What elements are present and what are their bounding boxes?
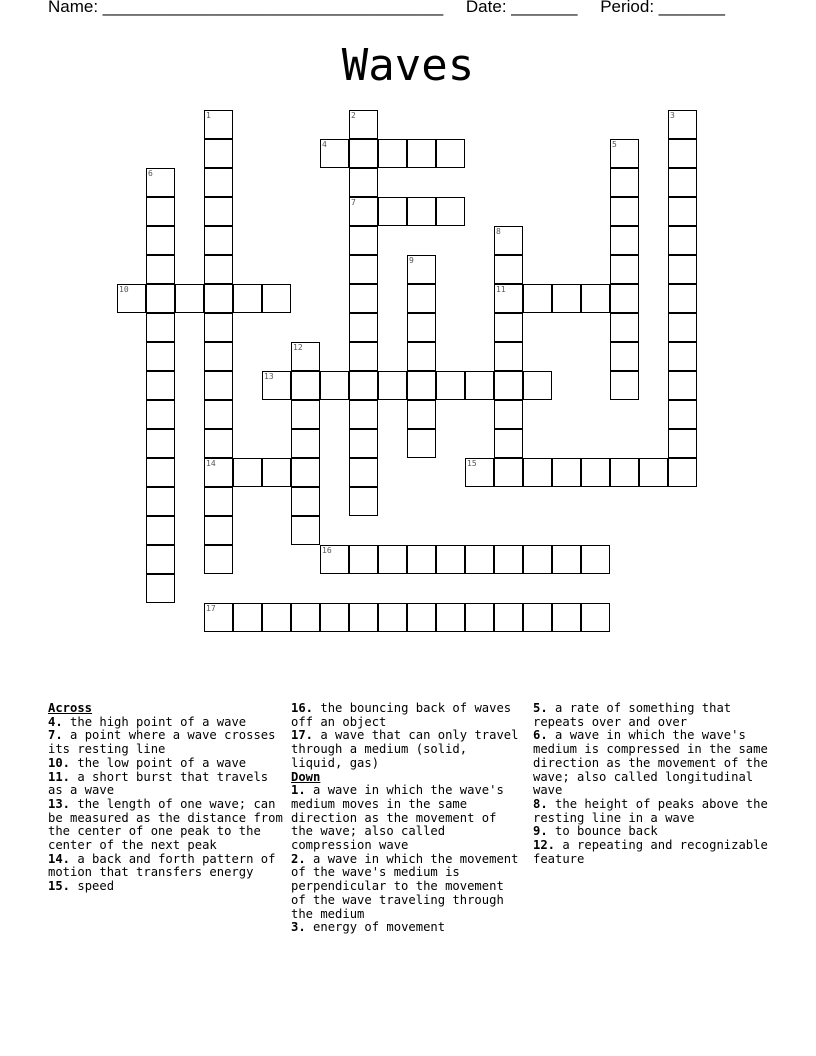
across-clue: [48, 798, 284, 853]
clue-number: 15.: [48, 879, 71, 894]
crossword-cell[interactable]: [407, 284, 436, 313]
crossword-cell[interactable]: [668, 313, 697, 342]
crossword-cell[interactable]: [349, 603, 378, 632]
clue-text: a wave in which the movement of the wave's medium is perpendicular to the movement of the wave traveling through the medium: [291, 851, 519, 921]
crossword-cell[interactable]: [378, 603, 407, 632]
crossword-cell[interactable]: [320, 603, 349, 632]
crossword-cell[interactable]: [146, 400, 175, 429]
clue-number: 11.: [48, 769, 71, 784]
crossword-cell[interactable]: [552, 284, 581, 313]
name-field[interactable]: Name: ____________________________________: [48, 0, 444, 16]
crossword-cell[interactable]: [349, 545, 378, 574]
across-clue: [48, 853, 284, 880]
crossword-cell[interactable]: [494, 342, 523, 371]
crossword-cell[interactable]: [204, 226, 233, 255]
crossword-cell[interactable]: [610, 197, 639, 226]
cell-number-label: 9: [409, 256, 414, 265]
clue-text: a point where a wave crosses its resting line: [48, 728, 276, 757]
clues-column-1: [48, 702, 284, 894]
clue-number: 7.: [48, 728, 63, 743]
across-clue: [48, 771, 284, 798]
crossword-cell[interactable]: [233, 284, 262, 313]
crossword-cell[interactable]: [204, 545, 233, 574]
cell-number-label: 1: [206, 111, 211, 120]
clue-text: the bouncing back of waves off an object: [291, 701, 512, 729]
cell-number-label: 2: [351, 111, 356, 120]
crossword-cell[interactable]: [146, 197, 175, 226]
crossword-cell[interactable]: [494, 400, 523, 429]
crossword-cell[interactable]: [204, 139, 233, 168]
cell-number-label: 4: [322, 140, 327, 149]
crossword-cell[interactable]: [581, 545, 610, 574]
crossword-cell[interactable]: [146, 226, 175, 255]
across-clue: [48, 757, 284, 771]
crossword-cell[interactable]: [349, 139, 378, 168]
crossword-cell[interactable]: [349, 458, 378, 487]
crossword-cell[interactable]: [262, 458, 291, 487]
cell-number-label: 3: [670, 111, 675, 120]
down-clue: [291, 921, 523, 935]
crossword-cell[interactable]: [146, 487, 175, 516]
down-clue: [291, 784, 523, 853]
crossword-cell[interactable]: [668, 197, 697, 226]
cell-number-label: 5: [612, 140, 617, 149]
crossword-cell[interactable]: [436, 545, 465, 574]
crossword-cell[interactable]: [146, 371, 175, 400]
crossword-cell[interactable]: [407, 429, 436, 458]
crossword-cell[interactable]: [668, 400, 697, 429]
crossword-cell[interactable]: [610, 458, 639, 487]
down-clue: [291, 853, 523, 922]
crossword-cell[interactable]: [146, 574, 175, 603]
clue-text: the height of peaks above the resting line in a wave: [533, 796, 768, 825]
across-clue: [48, 729, 284, 756]
clue-number: 16.: [291, 701, 314, 715]
crossword-cell[interactable]: [233, 458, 262, 487]
crossword-cell[interactable]: [204, 400, 233, 429]
crossword-cell[interactable]: [407, 197, 436, 226]
crossword-cell[interactable]: [407, 545, 436, 574]
crossword-cell[interactable]: [581, 284, 610, 313]
clue-text: a short burst that travels as a wave: [48, 769, 269, 798]
crossword-cell[interactable]: [523, 284, 552, 313]
crossword-cell[interactable]: [349, 371, 378, 400]
crossword-cell[interactable]: [204, 284, 233, 313]
date-field[interactable]: Date: _______: [465, 0, 578, 16]
clue-text: the length of one wave; can be measured as the distance from the center of one peak to the center of the next peak: [48, 796, 283, 853]
crossword-cell[interactable]: [668, 139, 697, 168]
clue-number: 9.: [533, 824, 548, 839]
across-clue-list-part2: [291, 702, 523, 771]
clue-number: 6.: [533, 728, 548, 743]
crossword-cell[interactable]: [523, 371, 552, 400]
crossword-cell[interactable]: [436, 371, 465, 400]
crossword-cell[interactable]: [204, 516, 233, 545]
crossword-cell[interactable]: [146, 516, 175, 545]
crossword-cell[interactable]: [262, 284, 291, 313]
crossword-cell[interactable]: [668, 168, 697, 197]
crossword-cell[interactable]: [349, 429, 378, 458]
clue-text: a wave that can only travel through a medium (solid, liquid, gas): [291, 728, 519, 770]
crossword-cell[interactable]: [204, 487, 233, 516]
crossword-cell[interactable]: [610, 255, 639, 284]
crossword-cell[interactable]: [610, 284, 639, 313]
cell-number-label: 16: [322, 546, 332, 555]
crossword-cell[interactable]: [204, 429, 233, 458]
down-clue-list-part2: [533, 702, 769, 866]
crossword-cell[interactable]: [668, 429, 697, 458]
crossword-cell[interactable]: [378, 371, 407, 400]
crossword-cell[interactable]: [581, 603, 610, 632]
crossword-cell[interactable]: [610, 168, 639, 197]
crossword-cell[interactable]: [581, 458, 610, 487]
crossword-cell[interactable]: [146, 284, 175, 313]
crossword-cell[interactable]: [494, 429, 523, 458]
crossword-cell[interactable]: [494, 313, 523, 342]
cell-number-label: 7: [351, 198, 356, 207]
crossword-cell[interactable]: [465, 371, 494, 400]
crossword-cell[interactable]: [349, 313, 378, 342]
cell-number-label: 10: [119, 285, 129, 294]
across-clue: [291, 702, 523, 729]
down-clue: [533, 839, 769, 866]
crossword-cell[interactable]: [523, 458, 552, 487]
clue-text: a rate of something that repeats over and over: [533, 701, 732, 729]
puzzle-title: Waves: [341, 40, 475, 91]
crossword-cell[interactable]: [349, 284, 378, 313]
clue-text: a wave in which the wave's medium moves in the same direction as the movement of the wave; also called compression wave: [291, 783, 504, 853]
cell-number-label: 11: [496, 285, 506, 294]
crossword-cell[interactable]: [349, 400, 378, 429]
clue-text: a wave in which the wave's medium is compressed in the same direction as the movement of the wave; also called longitudinal wave: [533, 728, 768, 798]
crossword-cell[interactable]: [610, 342, 639, 371]
clue-text: the high point of a wave: [62, 714, 247, 729]
crossword-cell[interactable]: [436, 139, 465, 168]
crossword-cell[interactable]: [610, 226, 639, 255]
crossword-cell[interactable]: [407, 139, 436, 168]
clues-column-2: [291, 702, 523, 935]
crossword-cell[interactable]: [668, 226, 697, 255]
crossword-cell[interactable]: [407, 603, 436, 632]
crossword-cell[interactable]: [465, 603, 494, 632]
crossword-cell[interactable]: [291, 429, 320, 458]
clue-number: 17.: [291, 728, 314, 743]
clue-number: 10.: [48, 755, 71, 770]
crossword-cell[interactable]: [291, 400, 320, 429]
crossword-cell[interactable]: [668, 458, 697, 487]
cell-number-label: 14: [206, 459, 216, 468]
clues-column-3: [533, 702, 769, 866]
clue-text: a back and forth pattern of motion that transfers energy: [48, 851, 276, 880]
crossword-cell[interactable]: [204, 255, 233, 284]
crossword-cell[interactable]: [204, 168, 233, 197]
cell-number-label: 8: [496, 227, 501, 236]
across-heading: Across: [48, 701, 93, 715]
crossword-cell[interactable]: [349, 255, 378, 284]
crossword-cell[interactable]: [552, 458, 581, 487]
down-clue: [533, 702, 769, 729]
clue-text: speed: [70, 879, 115, 894]
crossword-cell[interactable]: [610, 371, 639, 400]
clue-number: 14.: [48, 851, 71, 866]
crossword-cell[interactable]: [494, 255, 523, 284]
cell-number-label: 13: [264, 372, 274, 381]
crossword-cell[interactable]: [291, 487, 320, 516]
crossword-cell[interactable]: [668, 284, 697, 313]
crossword-cell[interactable]: [378, 197, 407, 226]
cell-number-label: 6: [148, 169, 153, 178]
crossword-cell[interactable]: [204, 197, 233, 226]
crossword-cell[interactable]: [349, 168, 378, 197]
crossword-cell[interactable]: [523, 545, 552, 574]
clue-number: 13.: [48, 796, 71, 811]
crossword-cell[interactable]: [668, 371, 697, 400]
clue-text: to bounce back: [547, 824, 658, 839]
crossword-cell[interactable]: [465, 545, 494, 574]
across-clue: [48, 880, 284, 894]
crossword-cell[interactable]: [407, 400, 436, 429]
clue-number: 1.: [291, 783, 306, 798]
down-clue: [533, 825, 769, 839]
crossword-cell[interactable]: [233, 603, 262, 632]
clue-number: 4.: [48, 714, 63, 729]
crossword-cell[interactable]: [146, 255, 175, 284]
crossword-cell[interactable]: [494, 545, 523, 574]
crossword-cell[interactable]: [407, 371, 436, 400]
clue-number: 5.: [533, 701, 548, 715]
crossword-cell[interactable]: [610, 313, 639, 342]
clue-text: energy of movement: [305, 920, 446, 935]
across-clue: [48, 716, 284, 730]
period-field[interactable]: Period: _______: [600, 0, 725, 16]
crossword-cell[interactable]: [146, 458, 175, 487]
clue-number: 3.: [291, 920, 306, 935]
crossword-cell[interactable]: [436, 197, 465, 226]
clue-number: 2.: [291, 851, 306, 866]
crossword-cell[interactable]: [146, 342, 175, 371]
crossword-cell[interactable]: [552, 545, 581, 574]
crossword-cell[interactable]: [639, 458, 668, 487]
across-clue-list-part1: [48, 716, 284, 894]
crossword-cell[interactable]: [378, 545, 407, 574]
crossword-cell[interactable]: [146, 429, 175, 458]
crossword-cell[interactable]: [436, 603, 465, 632]
down-clue-list-part1: [291, 784, 523, 935]
crossword-cell[interactable]: [291, 516, 320, 545]
crossword-cell[interactable]: [146, 545, 175, 574]
crossword-cell[interactable]: [494, 371, 523, 400]
crossword-cell[interactable]: [407, 313, 436, 342]
crossword-cell[interactable]: [407, 342, 436, 371]
crossword-cell[interactable]: [175, 284, 204, 313]
crossword-cell[interactable]: [349, 487, 378, 516]
crossword-cell[interactable]: [204, 342, 233, 371]
crossword-cell[interactable]: [552, 603, 581, 632]
down-clue: [533, 798, 769, 825]
crossword-cell[interactable]: [494, 603, 523, 632]
down-heading: Down: [291, 769, 321, 784]
clue-text: the low point of a wave: [70, 755, 247, 770]
cell-number-label: 15: [467, 459, 477, 468]
crossword-cell[interactable]: [291, 371, 320, 400]
crossword-cell[interactable]: [204, 313, 233, 342]
crossword-cell[interactable]: [494, 458, 523, 487]
crossword-cell[interactable]: [523, 603, 552, 632]
crossword-cell[interactable]: [204, 371, 233, 400]
crossword-cell[interactable]: [146, 313, 175, 342]
crossword-cell[interactable]: [668, 255, 697, 284]
crossword-cell[interactable]: [291, 603, 320, 632]
crossword-cell[interactable]: [349, 342, 378, 371]
cell-number-label: 17: [206, 604, 216, 613]
down-clue: [533, 729, 769, 798]
clue-number: 8.: [533, 796, 548, 811]
crossword-cell[interactable]: [349, 226, 378, 255]
crossword-cell[interactable]: [320, 371, 349, 400]
clue-number: 12.: [533, 838, 556, 853]
crossword-cell[interactable]: [668, 342, 697, 371]
crossword-cell[interactable]: [291, 458, 320, 487]
crossword-cell[interactable]: [262, 603, 291, 632]
crossword-cell[interactable]: [378, 139, 407, 168]
cell-number-label: 12: [293, 343, 303, 352]
across-clue: [291, 729, 523, 770]
clue-text: a repeating and recognizable feature: [533, 838, 768, 866]
